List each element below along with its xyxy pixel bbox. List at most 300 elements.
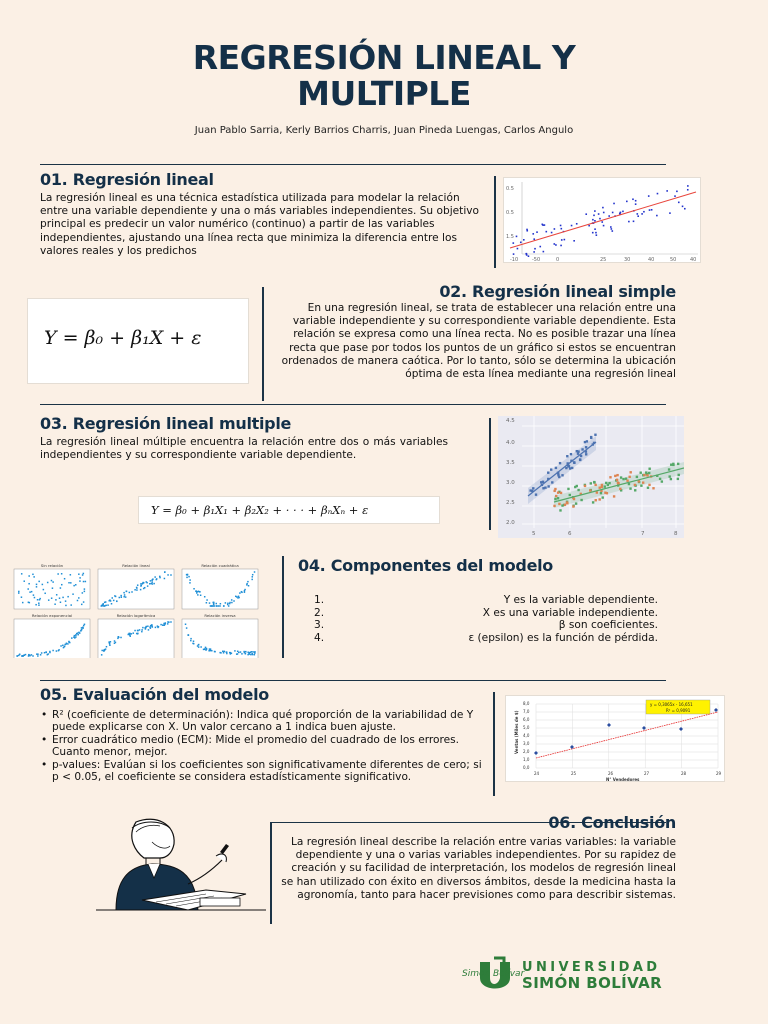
scatter-point: [589, 489, 591, 491]
scatter-point: [577, 452, 579, 454]
multiple-regression-formula: Y = β₀ + β₁X₁ + β₂X₂ + · · · + βₙXₙ + ε: [151, 503, 369, 517]
scatter-point: [677, 463, 679, 465]
scatter-point: [188, 634, 190, 636]
scatter-point: [545, 231, 547, 233]
scatter-point: [601, 221, 603, 223]
scatter-point: [611, 228, 613, 230]
scatter-point: [64, 578, 65, 580]
scatter-point: [557, 491, 559, 493]
scatter-point: [254, 654, 256, 656]
scatter-point: [560, 245, 562, 247]
y-tick: 3,0: [523, 741, 530, 746]
scatter-point: [586, 440, 588, 442]
scatter-point: [71, 637, 73, 639]
scatter-point: [237, 651, 239, 653]
scatter-point: [599, 218, 601, 220]
scatter-point: [167, 623, 169, 625]
scatter-point: [139, 629, 141, 631]
x-tick: 25: [600, 257, 607, 263]
simple-regression-formula: Y = β₀ + β₁X + ε: [44, 327, 202, 349]
list-item: • Error cuadrático medio (ECM): Mide el promedio del cuadrado de los errores. Cuanto menor, mejor.: [40, 734, 488, 759]
scatter-point: [22, 602, 24, 604]
scatter-point: [226, 651, 228, 653]
scatter-point: [137, 633, 139, 635]
data-point: [714, 708, 718, 712]
scatter-point: [553, 243, 555, 245]
scatter-point: [590, 437, 592, 439]
scatter-point: [144, 587, 146, 589]
scatter-point: [555, 244, 557, 246]
scatter-point: [571, 467, 573, 469]
relationship-panels: [12, 562, 260, 658]
scatter-point: [223, 652, 225, 654]
scatter-point: [628, 476, 630, 478]
scatter-point: [149, 583, 151, 585]
scatter-point: [633, 220, 635, 222]
scatter-point: [526, 230, 528, 232]
scatter-point: [622, 211, 624, 213]
y-tick: 4,0: [523, 733, 530, 738]
scatter-point: [54, 603, 56, 605]
scatter-point: [229, 602, 231, 604]
scatter-point: [85, 581, 87, 583]
scatter-point: [557, 497, 559, 499]
scatter-point: [579, 459, 581, 461]
scatter-point: [141, 631, 143, 633]
x-tick: 27: [644, 771, 650, 776]
scatter-point: [144, 627, 146, 629]
scatter-point: [21, 573, 23, 575]
scatter-point: [542, 481, 544, 483]
scatter-point: [236, 653, 238, 655]
scatter-point: [119, 597, 121, 599]
section-2-divider: [262, 287, 264, 401]
scatter-point: [684, 208, 686, 210]
scatter-point: [598, 498, 600, 500]
scatter-point: [252, 654, 254, 656]
scatter-point: [147, 625, 149, 627]
scatter-point: [603, 225, 605, 227]
scatter-point: [189, 582, 191, 584]
y-tick: 2,0: [523, 749, 530, 754]
scatter-point: [577, 489, 579, 491]
trend-line: [536, 712, 718, 758]
scatter-point: [28, 575, 30, 577]
scatter-point: [123, 592, 125, 594]
scatter-point: [564, 504, 566, 506]
scatter-point: [129, 635, 131, 637]
scatter-point: [218, 605, 220, 607]
scatter-point: [23, 654, 25, 656]
scatter-point: [239, 592, 241, 594]
scatter-point: [163, 624, 165, 626]
scatter-point: [605, 482, 607, 484]
scatter-point: [557, 474, 559, 476]
scatter-point: [79, 632, 81, 634]
scatter-point: [79, 580, 81, 582]
scatter-point: [547, 471, 549, 473]
scatter-point: [203, 649, 205, 651]
scatter-point: [581, 448, 583, 450]
list-item: • R² (coeficiente de determinación): Indica qué proporción de la variabilidad de Y puede explicarse con X. Un valor cercano a 1 indica buen ajuste.: [40, 709, 488, 734]
scatter-point: [160, 624, 162, 626]
section-3-text: La regresión lineal múltiple encuentra la relación entre dos o más variables independientes y su correspondiente variable dependiente.: [40, 436, 448, 462]
scatter-point: [159, 576, 161, 578]
scatter-point: [137, 584, 139, 586]
scatter-point: [206, 602, 208, 604]
scatter-point: [628, 221, 630, 223]
title-line-1: REGRESIÓN LINEAL Y: [192, 38, 576, 77]
scatter-point: [42, 584, 44, 586]
scatter-point: [83, 625, 85, 627]
scatter-point: [561, 239, 563, 241]
section-6-title: 06. Conclusión: [548, 813, 676, 832]
scatter-point: [141, 585, 143, 587]
data-point: [534, 751, 538, 755]
scatter-point: [611, 230, 613, 232]
scatter-point: [83, 573, 85, 575]
scatter-point: [146, 626, 148, 628]
panel-title: Sin relación: [40, 563, 64, 568]
scatter-point: [45, 651, 47, 653]
scatter-point: [38, 602, 40, 604]
scatter-point: [651, 209, 653, 211]
scatter-point: [227, 603, 229, 605]
scatter-point: [186, 577, 188, 579]
logo-line-1: UNIVERSIDAD: [522, 960, 661, 975]
list-item: 4. ε (epsilon) es la función de pérdida.: [314, 631, 658, 644]
scatter-point: [592, 232, 594, 234]
sales-regression-chart: [505, 695, 725, 782]
scatter-point: [33, 576, 35, 578]
scatter-point: [528, 255, 530, 257]
scatter-point: [150, 625, 152, 627]
x-tick: 0: [556, 257, 560, 263]
scatter-point: [198, 646, 200, 648]
multiple-regression-formula-card: [138, 496, 440, 524]
scatter-point: [164, 571, 166, 573]
scatter-point: [561, 474, 563, 476]
scatter-point: [640, 471, 642, 473]
scatter-point: [74, 635, 76, 637]
scatter-point: [41, 652, 43, 654]
scatter-point: [33, 594, 35, 596]
scatter-point: [141, 629, 143, 631]
x-tick: 40: [648, 257, 655, 263]
scatter-point: [78, 597, 80, 599]
scatter-point: [559, 509, 561, 511]
scatter-point: [210, 605, 212, 607]
scatter-point: [233, 600, 235, 602]
scatter-point: [67, 596, 69, 598]
scatter-point: [659, 478, 661, 480]
x-tick: 8: [674, 531, 678, 537]
scatter-point: [44, 652, 46, 654]
scatter-point: [37, 599, 39, 601]
scatter-point: [21, 655, 23, 657]
scatter-point: [612, 212, 614, 214]
scatter-point: [596, 234, 598, 236]
scatter-point: [576, 485, 578, 487]
scatter-point: [555, 467, 557, 469]
scatter-point: [649, 209, 651, 211]
scatter-point: [115, 596, 117, 598]
section-5-divider: [493, 692, 495, 796]
scatter-point: [636, 476, 638, 478]
scatter-point: [73, 585, 75, 587]
section-1-text: La regresión lineal es una técnica estadística utilizada para modelar la relación entre una variable dependiente y una o más variables independientes. Su objetivo principal es predecir un valor numérico (continuo) a partir de las variables independientes, ajustando una línea recta que minimiza la diferencia entre los valores reales y los predichos: [40, 192, 480, 257]
scatter-point: [544, 224, 546, 226]
section-1-title: 01. Regresión lineal: [40, 170, 214, 189]
section-2-text: En una regresión lineal, se trata de establecer una relación entre una variable independiente y su correspondiente variable dependiente. Esta relación se expresa como una línea recta. No es posible trazar una línea recta que pase por todos los puntos de un gráfico si estos se encuentran ordenados de manera caótica. Por lo tanto, sólo se determina la ubicación óptima de esta línea mediante una regresión lineal: [281, 302, 676, 381]
scatter-point: [594, 210, 596, 212]
scatter-point: [195, 590, 197, 592]
scatter-point: [142, 627, 144, 629]
scatter-point: [669, 212, 671, 214]
scatter-point: [129, 592, 131, 594]
scatter-point: [193, 640, 195, 642]
scatter-point: [109, 600, 111, 602]
scatter-point: [185, 624, 187, 626]
scatter-point: [629, 487, 631, 489]
scatter-point: [214, 651, 216, 653]
scatter-point: [51, 597, 53, 599]
scatter-point: [619, 488, 621, 490]
scatter-point: [572, 505, 574, 507]
scatter-point: [34, 597, 36, 599]
scatter-point: [245, 653, 247, 655]
scatter-point: [81, 604, 83, 606]
authors: Juan Pablo Sarria, Kerly Barrios Charris, Juan Pineda Luengas, Carlos Angulo: [194, 125, 574, 136]
scatter-point: [28, 583, 30, 585]
divider: [40, 404, 666, 405]
scatter-point: [29, 654, 31, 656]
y-tick: 7,0: [523, 709, 530, 714]
scatter-point: [652, 487, 654, 489]
y-tick: 1.5: [506, 234, 514, 240]
scatter-point: [189, 579, 191, 581]
scatter-point: [148, 629, 150, 631]
scatter-point: [134, 630, 136, 632]
scatter-point: [110, 600, 112, 602]
scatter-point: [204, 596, 206, 598]
divider: [40, 164, 666, 165]
scatter-point: [594, 434, 596, 436]
scatter-point: [602, 207, 604, 209]
scatter-point: [596, 491, 598, 493]
scatter-point: [40, 654, 42, 656]
scatter-point: [672, 464, 674, 466]
scatter-point: [544, 486, 546, 488]
scatter-point: [569, 467, 571, 469]
panel-title: Relación inversa: [204, 613, 236, 618]
scatter-point: [595, 232, 597, 234]
scatter-point: [236, 596, 238, 598]
scatter-point: [674, 195, 676, 197]
scatter-point: [31, 591, 32, 593]
scatter-point: [533, 238, 535, 240]
scatter-point: [573, 461, 575, 463]
scatter-point: [59, 597, 61, 599]
scatter-point: [16, 655, 18, 657]
scatter-point: [192, 643, 194, 645]
scatter-point: [170, 574, 172, 576]
evaluation-list: [40, 709, 488, 783]
scatter-point: [118, 636, 120, 638]
scatter-point: [52, 587, 54, 589]
scatter-point: [593, 215, 595, 217]
scatter-point: [153, 583, 155, 585]
scatter-point: [32, 574, 34, 576]
scatter-point: [219, 605, 221, 607]
scatter-point: [198, 644, 200, 646]
scatter-point: [102, 603, 104, 605]
scatter-point: [38, 604, 40, 606]
scatter-point: [170, 621, 172, 623]
scatter-point: [550, 468, 552, 470]
scatter-point: [517, 248, 519, 250]
scatter-point: [120, 595, 122, 597]
scatter-point: [648, 195, 650, 197]
scatter-point: [250, 654, 252, 656]
scatter-point: [52, 650, 54, 652]
scatter-point: [167, 574, 169, 576]
student-illustration-svg: [96, 818, 266, 922]
scatter-point: [646, 474, 648, 476]
scatter-point: [62, 645, 64, 647]
scatter-point: [539, 246, 541, 248]
scatter-point: [565, 467, 567, 469]
y-tick: 4.5: [506, 418, 515, 424]
scatter-point: [126, 591, 128, 593]
scatter-point: [143, 582, 145, 584]
scatter-point: [214, 605, 216, 607]
y-tick: 3.5: [506, 460, 515, 466]
scatter-point: [635, 200, 637, 202]
panel-title: Relación lineal: [122, 563, 150, 568]
scatter-point: [594, 484, 596, 486]
scatter-point: [622, 478, 624, 480]
linear-scatter-chart: [503, 177, 701, 263]
scatter-point: [547, 485, 549, 487]
section-4-divider: [282, 556, 284, 658]
scatter-point: [559, 462, 561, 464]
scatter-point: [109, 643, 111, 645]
scatter-point: [551, 481, 553, 483]
page-title: [0, 40, 768, 112]
scatter-point: [246, 583, 248, 585]
list-item: • p-values: Evalúan si los coeficientes son significativamente diferentes de cero; si p < 0.05, el coeficiente se considera estadísticamente significativo.: [40, 759, 488, 784]
scatter-point: [670, 464, 672, 466]
scatter-point: [116, 600, 118, 602]
scatter-point: [131, 633, 133, 635]
list-item: 1. Y es la variable dependiente.: [314, 594, 658, 606]
scatter-point: [75, 584, 77, 586]
panel-frame: [14, 569, 90, 609]
scatter-point: [125, 596, 127, 598]
scatter-point: [121, 597, 123, 599]
y-tick: 0.5: [506, 186, 514, 192]
scatter-point: [676, 191, 678, 193]
scatter-point: [241, 653, 243, 655]
scatter-point: [220, 652, 222, 654]
scatter-point: [147, 585, 149, 587]
scatter-point: [247, 581, 249, 583]
scatter-point: [554, 228, 556, 230]
scatter-point: [142, 583, 144, 585]
equation: y = 0,3065x - 16,651: [650, 702, 693, 707]
scatter-point: [223, 605, 225, 607]
scatter-point: [124, 594, 126, 596]
scatter-point: [513, 253, 515, 255]
scatter-point: [585, 446, 587, 448]
scatter-point: [105, 601, 107, 603]
scatter-point: [101, 654, 103, 656]
scatter-point: [592, 501, 594, 503]
scatter-point: [106, 646, 108, 648]
scatter-point: [564, 239, 566, 241]
scatter-point: [18, 591, 20, 593]
scatter-point: [120, 637, 122, 639]
x-tick: 30: [624, 257, 631, 263]
scatter-point: [136, 589, 138, 591]
scatter-point: [604, 485, 606, 487]
r-squared: R² = 0,9091: [666, 708, 691, 713]
scatter-point: [19, 654, 21, 656]
scatter-point: [593, 481, 595, 483]
scatter-point: [167, 621, 169, 623]
scatter-point: [37, 655, 39, 657]
scatter-point: [64, 644, 66, 646]
scatter-point: [29, 591, 31, 593]
scatter-point: [68, 582, 70, 584]
scatter-point: [209, 602, 211, 604]
scatter-point: [63, 647, 65, 649]
section-6-text: La regresión lineal describe la relación entre varias variables: la variable dependiente y una o varias variables independientes. Por su rapidez de creación y su facilidad de interpretación, los modelos de regresión lineal se han utilizado con éxito en diversos ámbitos, desde la medicina hasta la agronomía, tanto para hacer previsiones como para describir sistemas.: [281, 836, 676, 901]
scatter-point: [643, 474, 645, 476]
scatter-point: [204, 648, 206, 650]
scatter-point: [554, 488, 556, 490]
scatter-point: [254, 652, 256, 654]
scatter-point: [68, 641, 70, 643]
scatter-point: [533, 251, 535, 253]
scatter-point: [186, 627, 188, 629]
scatter-point: [150, 580, 152, 582]
scatter-point: [39, 599, 41, 601]
scatter-point: [190, 640, 192, 642]
scatter-point: [208, 650, 210, 652]
scatter-point: [251, 651, 253, 653]
scatter-point: [70, 582, 72, 584]
scatter-point: [36, 586, 38, 588]
scatter-point: [114, 643, 116, 645]
scatter-point: [668, 468, 670, 470]
y-tick: 0.5: [506, 210, 514, 216]
scatter-point: [634, 489, 636, 491]
logo-signature: Simón Bolívar: [462, 969, 525, 979]
scatter-point: [601, 484, 603, 486]
scatter-point: [588, 225, 590, 227]
scatter-point: [58, 649, 60, 651]
data-point: [679, 727, 683, 731]
scatter-point: [598, 213, 600, 215]
scatter-point: [243, 651, 245, 653]
scatter-point: [188, 576, 190, 578]
scatter-point: [74, 637, 76, 639]
scatter-point: [49, 652, 51, 654]
scatter-point: [222, 651, 224, 653]
x-tick: -50: [532, 257, 541, 263]
